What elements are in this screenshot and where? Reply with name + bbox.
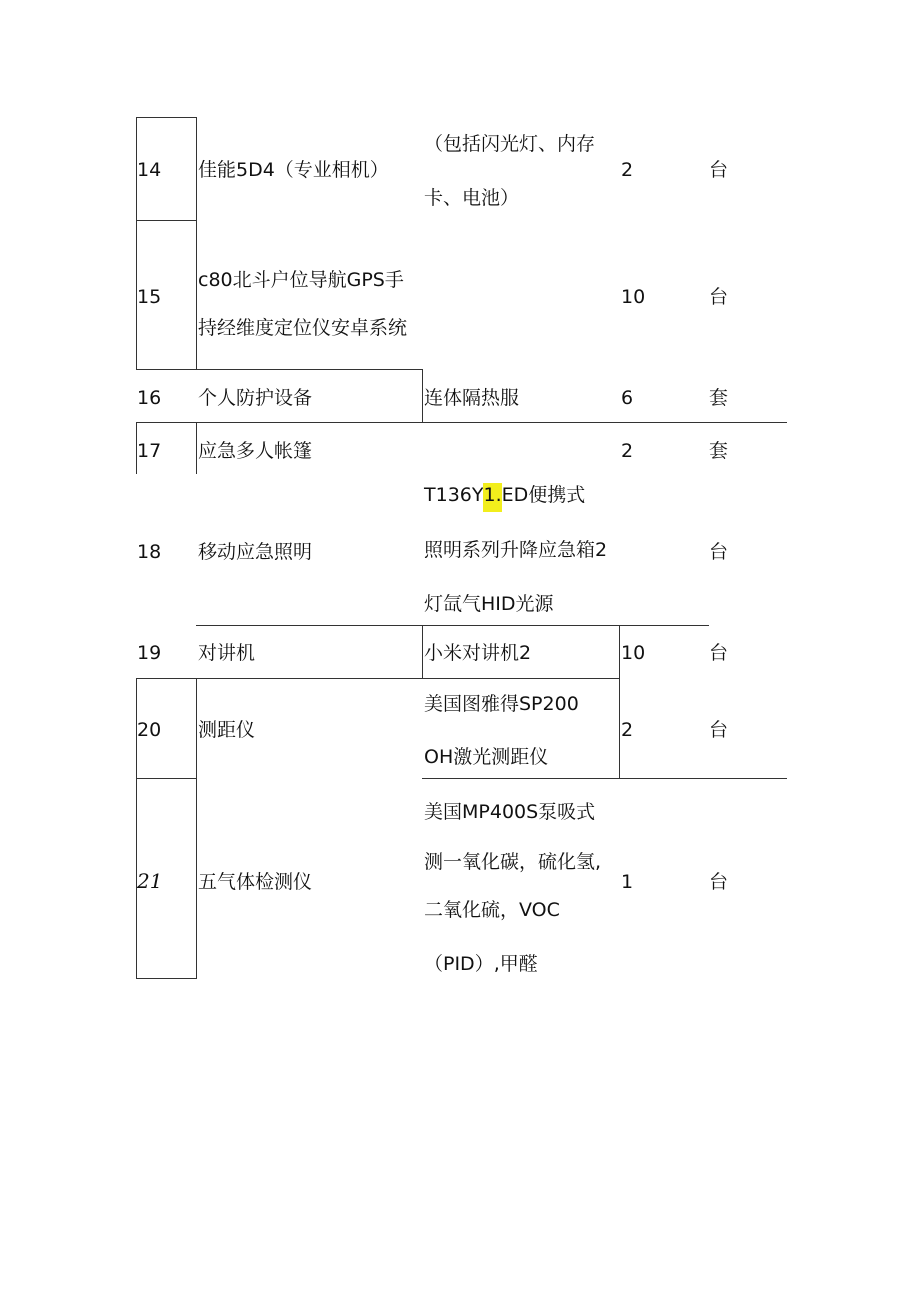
item-quantity: 6 bbox=[621, 387, 634, 409]
row-number: 18 bbox=[137, 541, 162, 563]
table-rule bbox=[196, 625, 709, 626]
item-spec bbox=[424, 483, 585, 507]
item-spec: 连体隔热服 bbox=[424, 387, 520, 409]
item-quantity: 2 bbox=[621, 719, 634, 741]
item-spec: 二氧化硫，VOC bbox=[424, 899, 560, 921]
item-spec: OH激光测距仪 bbox=[424, 746, 549, 768]
item-unit: 套 bbox=[709, 387, 729, 409]
item-spec: 测一氧化碳，硫化氢, bbox=[424, 851, 602, 873]
table-rule bbox=[136, 678, 619, 679]
row-number: 15 bbox=[137, 286, 162, 308]
item-unit: 套 bbox=[709, 440, 729, 462]
item-spec: 美国图雅得SP200 bbox=[424, 693, 579, 715]
table-rule bbox=[196, 678, 197, 979]
item-quantity: 2 bbox=[621, 159, 634, 181]
item-name: 移动应急照明 bbox=[198, 541, 313, 563]
item-spec: （包括闪光灯、内存 bbox=[424, 133, 596, 155]
item-spec: 小米对讲机2 bbox=[424, 642, 532, 664]
item-name: 五气体检测仪 bbox=[198, 871, 313, 893]
item-quantity: 10 bbox=[621, 286, 646, 308]
table-rule bbox=[422, 625, 423, 678]
item-unit: 台 bbox=[709, 541, 729, 563]
item-name: 持经维度定位仪安卓系统 bbox=[198, 317, 408, 339]
table-rule bbox=[422, 778, 787, 779]
item-spec: 照明系列升降应急箱2 bbox=[424, 539, 608, 561]
item-quantity: 2 bbox=[621, 440, 634, 462]
spec-text: ED便携式 bbox=[501, 484, 586, 506]
item-name: 对讲机 bbox=[198, 642, 256, 664]
row-number: 20 bbox=[137, 719, 162, 741]
item-spec: 卡、电池） bbox=[424, 187, 520, 209]
table-rule bbox=[196, 422, 197, 474]
table-rule bbox=[136, 978, 197, 979]
item-spec: 灯氙气HID光源 bbox=[424, 593, 554, 615]
item-quantity: 10 bbox=[621, 642, 646, 664]
table-rule bbox=[136, 778, 197, 779]
row-number: 21 bbox=[137, 869, 163, 893]
table-rule bbox=[619, 625, 620, 778]
item-unit: 台 bbox=[709, 159, 729, 181]
table-rule bbox=[196, 117, 197, 369]
row-number: 17 bbox=[137, 440, 162, 462]
table-rule bbox=[136, 369, 423, 370]
row-number: 14 bbox=[137, 159, 162, 181]
row-number: 19 bbox=[137, 642, 162, 664]
item-quantity: 1 bbox=[621, 871, 634, 893]
table-rule bbox=[136, 117, 137, 369]
item-unit: 台 bbox=[709, 719, 729, 741]
table-rule bbox=[422, 369, 423, 423]
item-name: 应急多人帐篷 bbox=[198, 440, 313, 462]
spec-text: T136Y bbox=[424, 484, 484, 506]
row-number: 16 bbox=[137, 387, 162, 409]
item-name: c80北斗户位导航GPS手 bbox=[198, 269, 404, 291]
item-unit: 台 bbox=[709, 642, 729, 664]
highlighted-text: 1. bbox=[483, 483, 501, 512]
item-spec: 美国MP400S泵吸式 bbox=[424, 801, 596, 823]
item-name: 佳能5D4（专业相机） bbox=[198, 159, 389, 181]
item-name: 个人防护设备 bbox=[198, 387, 313, 409]
table-rule bbox=[136, 220, 197, 221]
item-unit: 台 bbox=[709, 871, 729, 893]
item-spec: （PID）,甲醛 bbox=[424, 953, 538, 975]
table-rule bbox=[136, 422, 787, 423]
item-name: 测距仪 bbox=[198, 719, 256, 741]
item-unit: 台 bbox=[709, 286, 729, 308]
table-rule bbox=[136, 117, 197, 118]
